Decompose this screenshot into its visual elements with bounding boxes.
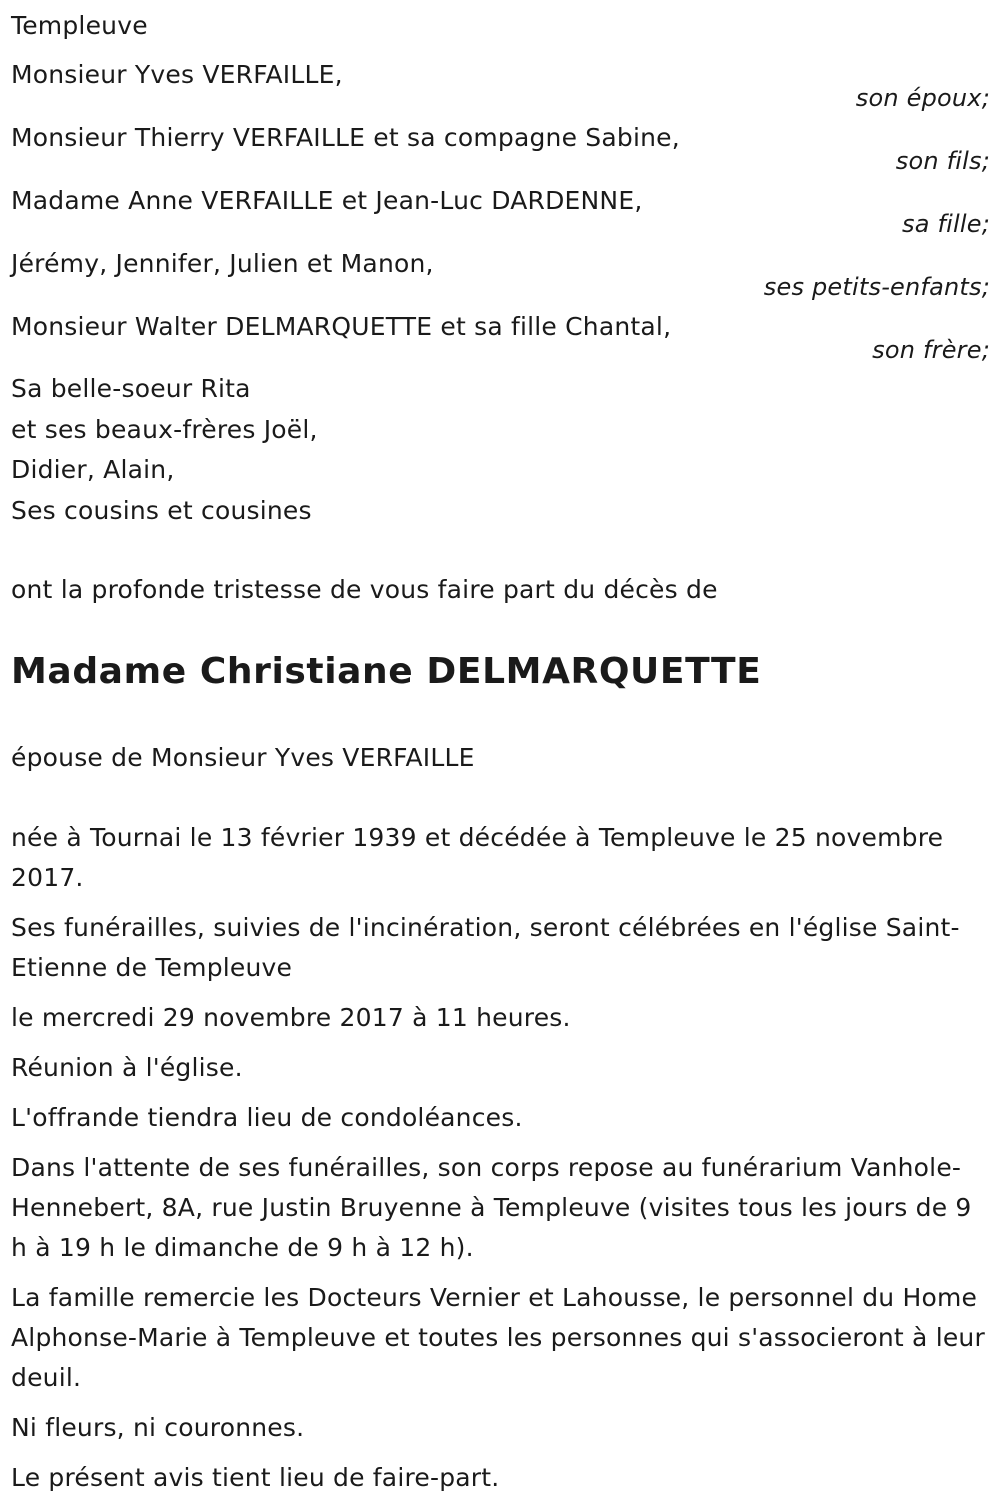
other-relatives-line: Didier, Alain, [11,455,175,484]
thanks-paragraph: La famille remercie les Docteurs Vernier et Lahousse, le personnel du Home Alphonse-Marie à Templeuve et toutes les personnes qui s'associeront à leur deuil. [11,1283,985,1392]
funerarium-paragraph: Dans l'attente de ses funérailles, son corps repose au funérarium Vanhole-Hennebert, 8A, rue Justin Bruyenne à Templeuve (visites tous les jours de 9 h à 19 h le dimanche de 9 h à 12 h). [11,1153,972,1262]
obituary-details [11,818,992,1508]
family-member-name: Monsieur Thierry VERFAILLE et sa compagne Sabine, [11,123,680,152]
announcement-intro: ont la profonde tristesse de vous faire part du décès de [11,575,718,604]
family-member-relation: sa fille; [902,210,990,238]
funeral-date-paragraph: le mercredi 29 novembre 2017 à 11 heures. [11,1003,571,1032]
family-member-relation: son époux; [855,84,990,112]
family-member-relation: ses petits-enfants; [763,273,990,301]
family-member [11,310,990,373]
family-member-name: Monsieur Yves VERFAILLE, [11,60,343,89]
meeting-paragraph: Réunion à l'église. [11,1053,243,1082]
family-member [11,184,990,247]
family-member-name: Madame Anne VERFAILLE et Jean-Luc DARDENNE, [11,186,643,215]
other-relatives-line: et ses beaux-frères Joël, [11,414,318,444]
spouse-line: épouse de Monsieur Yves VERFAILLE [11,743,475,772]
family-member-relation: son frère; [872,336,990,364]
family-list [11,58,990,373]
family-member-relation: son fils; [895,147,990,175]
other-relatives-line: Sa belle-soeur Rita [11,374,251,403]
no-flowers-paragraph: Ni fleurs, ni couronnes. [11,1413,305,1442]
family-member [11,121,990,184]
family-member-name: Jérémy, Jennifer, Julien et Manon, [11,249,434,278]
offering-paragraph: L'offrande tiendra lieu de condoléances. [11,1103,523,1132]
family-member [11,58,990,121]
deceased-name: Madame Christiane DELMARQUETTE [11,651,762,692]
birth-death-paragraph: née à Tournai le 13 février 1939 et décédée à Templeuve le 25 novembre 2017. [11,823,944,892]
other-relatives-line: Ses cousins et cousines [11,495,312,525]
other-relatives [11,369,318,531]
funeral-paragraph: Ses funérailles, suivies de l'incinération, seront célébrées en l'église Saint-Etienne de Templeuve [11,913,960,982]
notice-paragraph: Le présent avis tient lieu de faire-part. [11,1463,500,1492]
family-member [11,247,990,310]
family-member-name: Monsieur Walter DELMARQUETTE et sa fille Chantal, [11,312,672,341]
location-heading: Templeuve [11,11,148,40]
